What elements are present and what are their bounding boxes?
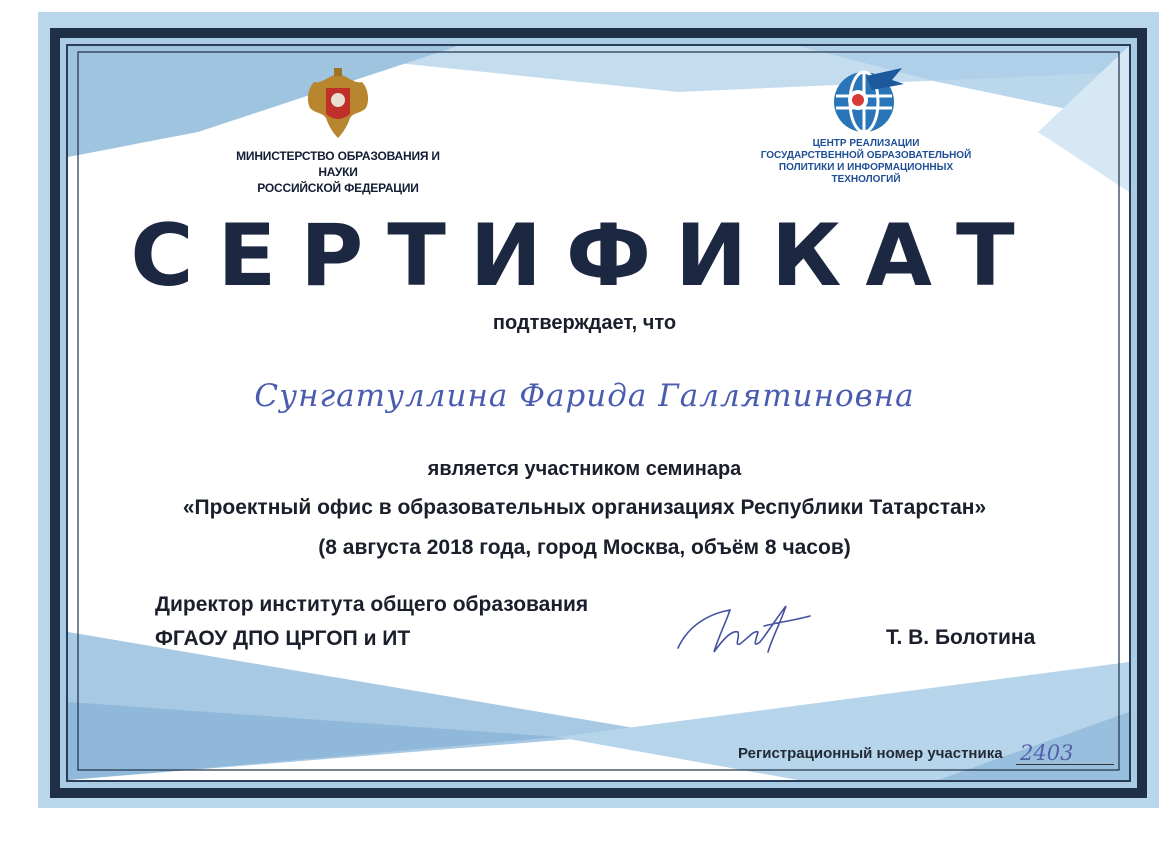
ministry-line-2: РОССИЙСКОЙ ФЕДЕРАЦИИ [257, 181, 419, 195]
participant-name: Сунгатуллина Фарида Галлятиновна [254, 378, 915, 414]
globe-center-logo-icon [826, 66, 906, 136]
russian-coat-of-arms-icon [300, 66, 376, 146]
signer-name: Т. В. Болотина [886, 626, 1036, 649]
ministry-name [232, 148, 444, 196]
registration-underline [1016, 764, 1114, 765]
confirms-text: подтверждает, что [492, 312, 677, 334]
center-line-3: ПОЛИТИКИ И ИНФОРМАЦИОННЫХ [778, 162, 954, 173]
registration-number: 2403 [1020, 741, 1074, 765]
center-name [756, 138, 976, 186]
center-line-2: ГОСУДАРСТВЕННОЙ ОБРАЗОВАТЕЛЬНОЙ [760, 150, 972, 161]
is-participant-text: является участником семинара [427, 458, 742, 480]
center-line-1: ЦЕНТР РЕАЛИЗАЦИИ [812, 138, 920, 149]
center-line-4: ТЕХНОЛОГИЙ [831, 174, 901, 185]
ministry-line-1: МИНИСТЕРСТВО ОБРАЗОВАНИЯ И НАУКИ [236, 149, 440, 179]
seminar-title: «Проектный офис в образовательных организациях Республики Татарстан» [182, 496, 987, 519]
director-line-2: ФГАОУ ДПО ЦРГОП и ИТ [155, 627, 411, 650]
director-position [155, 588, 588, 656]
registration-label: Регистрационный номер участника [738, 745, 1003, 762]
certificate-title: СЕРТИФИКАТ [130, 206, 1039, 306]
seminar-details: (8 августа 2018 года, город Москва, объём 8 часов) [318, 536, 851, 559]
signature-icon [668, 586, 828, 666]
director-line-1: Директор института общего образования [155, 593, 589, 616]
